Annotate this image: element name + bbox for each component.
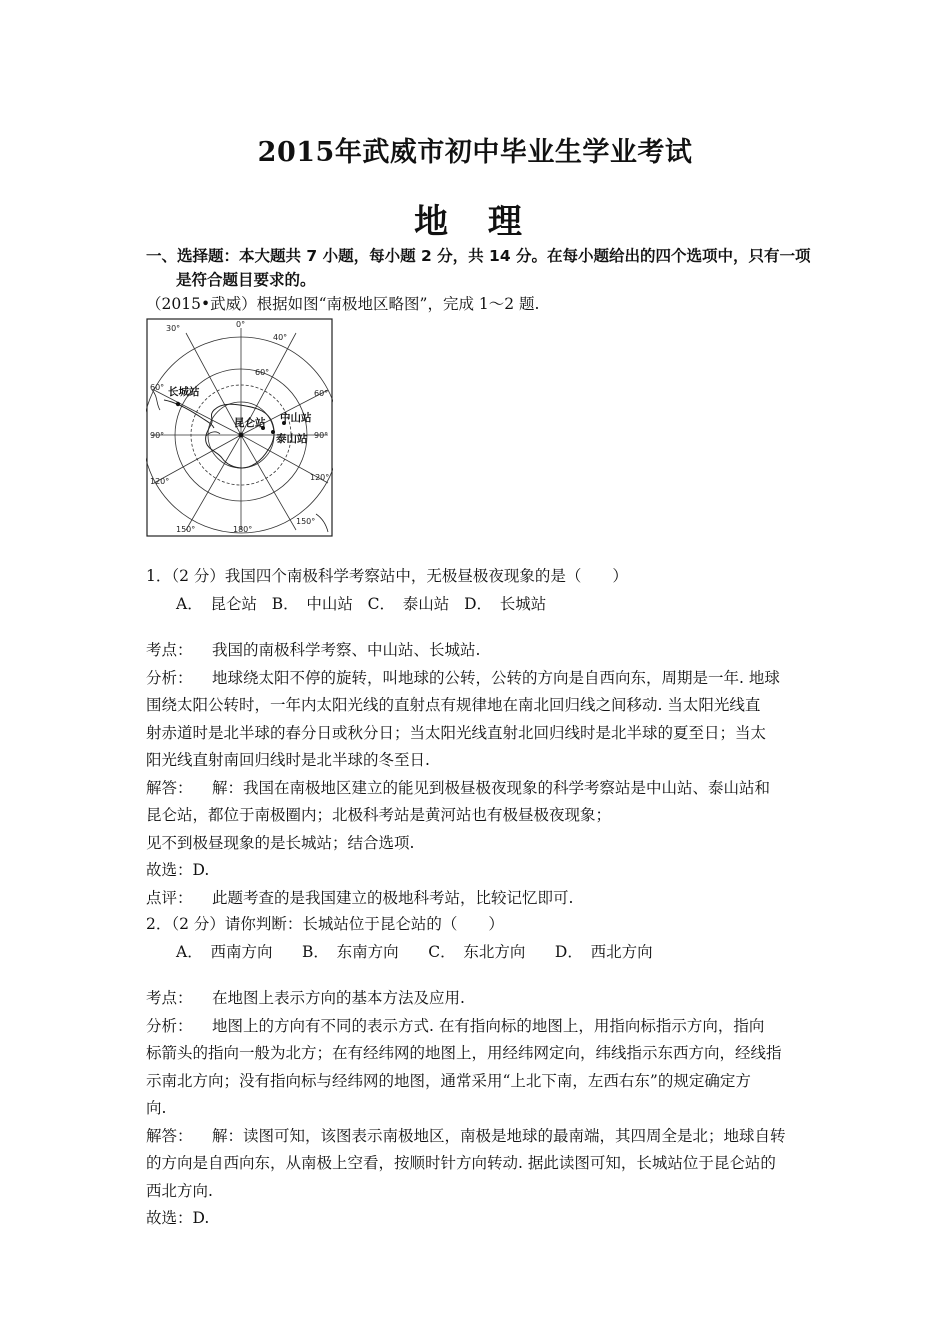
question-intro: （2015•武威）根据如图“南极地区略图”，完成 1～2 题. xyxy=(146,295,540,313)
question-1-stem: 1．（2 分）我国四个南极科学考察站中，无极昼极夜现象的是（ ） xyxy=(146,567,628,585)
q2-fenxi-2: 标箭头的指向一般为北方；在有经纬网的地图上，用经纬网定向，纬线指示东西方向，经线指 xyxy=(146,1044,782,1062)
question-2-solution xyxy=(146,985,810,1233)
q2-kaodian-label: 考点： xyxy=(146,989,193,1007)
q2-fenxi-3: 示南北方向；没有指向标与经纬网的地图，通常采用“上北下南，左西右东”的规定确定方 xyxy=(146,1071,751,1090)
question-1 xyxy=(146,563,810,618)
q1-option-c: C． 泰山站 xyxy=(367,594,450,613)
q1-jieda-1 xyxy=(146,775,810,803)
q1-fenxi-label: 分析： xyxy=(146,668,193,687)
q1-option-d: D． 长城站 xyxy=(464,594,547,613)
question-1-solution xyxy=(146,637,810,912)
q2-jieda-label: 解答： xyxy=(146,1126,193,1145)
taishan-station-point xyxy=(271,430,275,434)
q1-jieda-text-1: 解：我国在南极地区建立的能见到极昼极夜现象的科学考察站是中山站、泰山站和 xyxy=(212,778,771,797)
antarctica-map xyxy=(146,318,333,537)
q2-option-c: C． 东北方向 xyxy=(428,942,526,961)
map-label-180: 180° xyxy=(233,525,253,534)
map-label-30w: 30° xyxy=(166,324,181,333)
map-label-150: 150° xyxy=(176,525,196,534)
q1-option-b: B． 中山站 xyxy=(271,594,353,613)
map-label-120w: 120° xyxy=(150,477,170,486)
map-label-150e: 150° xyxy=(296,517,316,526)
q1-fenxi-3: 射赤道时是北半球的春分日或秋分日；当太阳光线直射北回归线时是北半球的夏至日；当太 xyxy=(146,723,767,742)
south-pole-point xyxy=(239,433,244,438)
q1-jieda-2: 昆仑站，都位于南极圈内；北极科考站是黄河站也有极昼极夜现象； xyxy=(146,806,612,824)
q1-kaodian-label: 考点： xyxy=(146,641,193,659)
question-2-stem: 2．（2 分）请你判断：长城站位于昆仑站的（ ） xyxy=(146,915,504,933)
map-label-lat60: 60° xyxy=(255,368,270,377)
question-2-options xyxy=(146,939,810,967)
q1-dianping-text: 此题考查的是我国建立的极地科考站，比较记忆即可. xyxy=(212,888,574,907)
q1-fenxi-1 xyxy=(146,665,810,693)
subject-title: 地 理 xyxy=(414,202,536,242)
map-label-120e: 120° xyxy=(310,473,330,482)
map-label-40: 40° xyxy=(273,333,288,342)
changcheng-station-point xyxy=(176,402,180,406)
q2-jieda-3: 西北方向. xyxy=(146,1181,213,1200)
map-label-60e: 60° xyxy=(314,389,329,398)
q1-fenxi-4: 阳光线直射南回归线时是北半球的冬至日. xyxy=(146,751,430,769)
q1-fenxi-2: 围绕太阳公转时，一年内太阳光线的直射点有规律地在南北回归线之间移动. 当太阳光线直 xyxy=(146,696,761,714)
q2-fenxi-1 xyxy=(146,1013,810,1041)
q2-fenxi-label: 分析： xyxy=(146,1016,193,1035)
q2-fenxi-text-1: 地图上的方向有不同的表示方式. 在有指向标的地图上，用指向标指示方向，指向 xyxy=(212,1016,765,1035)
q1-fenxi-text-1: 地球绕太阳不停的旋转，叫地球的公转，公转的方向是自西向东，周期是一年. 地球 xyxy=(212,668,780,687)
q2-option-d: D． 西北方向 xyxy=(554,942,653,961)
q2-answer: 故选：D. xyxy=(146,1209,210,1227)
q1-option-a: A． 昆仑站 xyxy=(176,594,257,613)
map-label-0: 0° xyxy=(236,320,246,329)
q1-answer: 故选：D. xyxy=(146,861,210,879)
map-label-60w: 60° xyxy=(150,383,165,392)
map-station-zhongshan: 中山站 xyxy=(280,412,312,424)
q2-jieda-text-1: 解：读图可知，该图表示南极地区，南极是地球的最南端，其四周全是北；地球自转 xyxy=(212,1126,786,1145)
section-heading xyxy=(146,244,816,292)
q2-kaodian-text: 在地图上表示方向的基本方法及应用. xyxy=(212,989,465,1007)
map-station-taishan: 泰山站 xyxy=(276,433,308,445)
q2-jieda-2: 的方向是自西向东，从南极上空看，按顺时针方向转动. 据此读图可知，长城站位于昆仑站的 xyxy=(146,1154,776,1172)
section-heading-line-1: 一、选择题：本大题共 7 小题，每小题 2 分，共 14 分。在每小题给出的四个选项中，只有一项 xyxy=(146,247,811,265)
q2-kaodian xyxy=(146,985,810,1013)
q1-dianping xyxy=(146,885,810,913)
q2-option-b: B． 东南方向 xyxy=(302,942,399,961)
map-label-90e: 90° xyxy=(314,431,329,440)
section-heading-line-2: 是符合题目要求的。 xyxy=(176,271,316,289)
q2-option-a: A． 西南方向 xyxy=(176,942,273,961)
question-2 xyxy=(146,911,810,966)
q1-jieda-label: 解答： xyxy=(146,778,193,797)
q1-jieda-3: 见不到极昼现象的是长城站；结合选项. xyxy=(146,833,415,852)
q2-fenxi-4: 向. xyxy=(146,1099,167,1117)
q1-dianping-label: 点评： xyxy=(146,888,193,907)
q1-kaodian xyxy=(146,637,810,665)
exam-title: 2015年武威市初中毕业生学业考试 xyxy=(257,137,693,168)
question-1-options xyxy=(146,591,810,619)
map-label-90w: 90° xyxy=(150,431,165,440)
q2-jieda-1 xyxy=(146,1123,810,1151)
q1-kaodian-text: 我国的南极科学考察、中山站、长城站. xyxy=(212,641,481,659)
map-station-changcheng: 长城站 xyxy=(168,386,200,398)
map-station-kunlun: 昆仑站 xyxy=(234,417,266,429)
